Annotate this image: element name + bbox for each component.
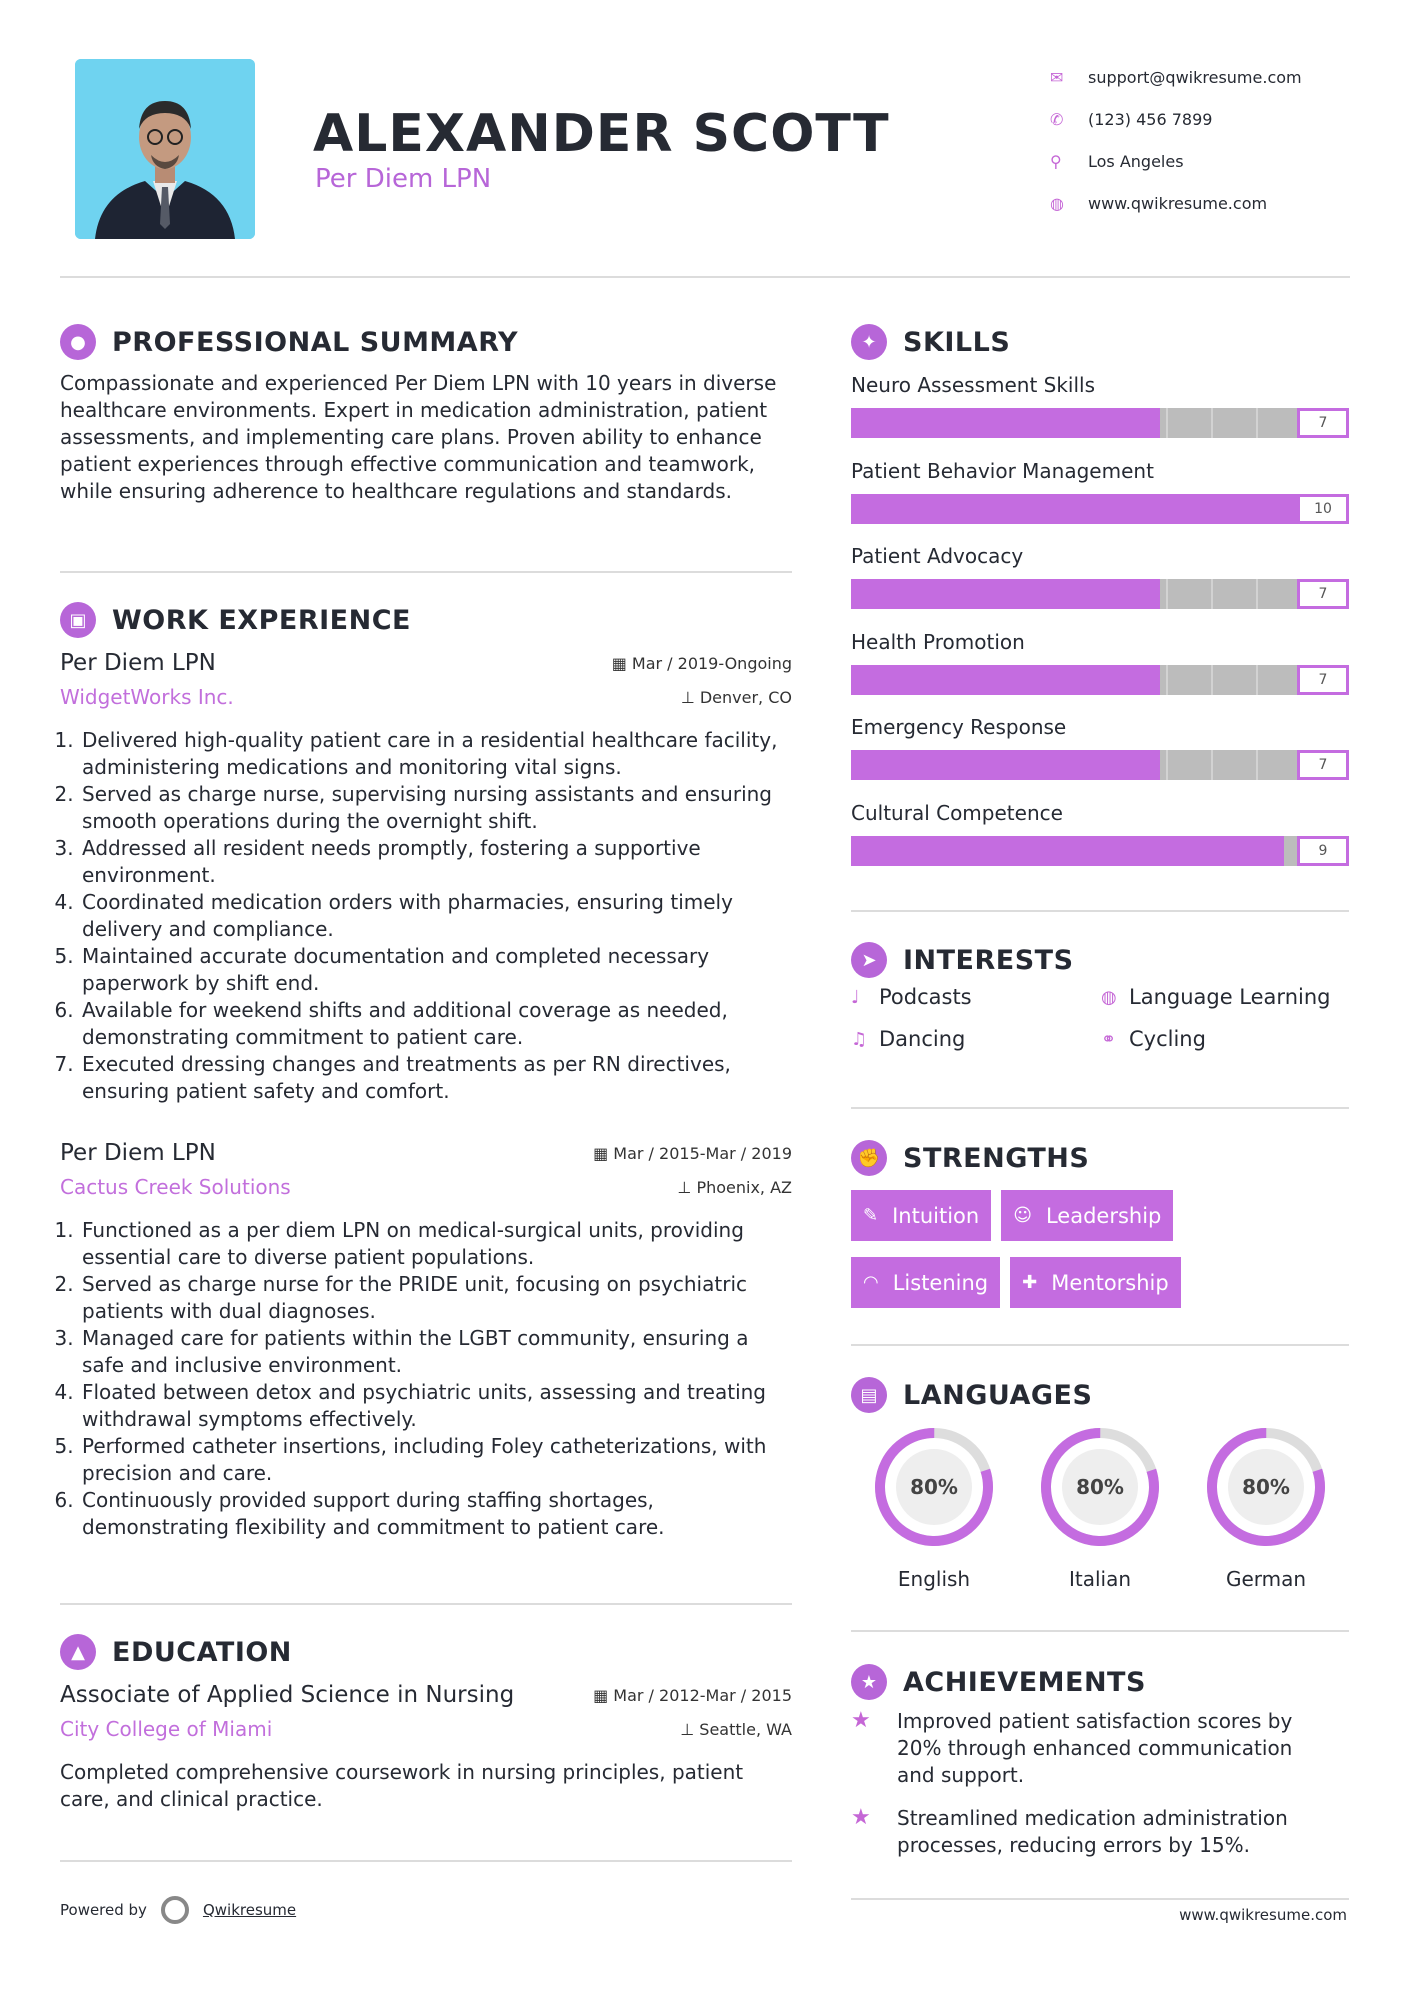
- candidate-title: Per Diem LPN: [315, 164, 492, 194]
- skill-level-value: 7: [1297, 750, 1349, 780]
- bar-segment: [1213, 665, 1258, 695]
- microphone-icon: ♩: [851, 986, 860, 1008]
- skills-heading: ✦ SKILLS: [851, 324, 1010, 360]
- divider: [851, 1107, 1349, 1109]
- skill-item: [851, 456, 1349, 542]
- achievements-heading: ★ ACHIEVEMENTS: [851, 1664, 1146, 1700]
- divider: [851, 910, 1349, 912]
- language-name: Italian: [1068, 1567, 1132, 1591]
- lightbulb-icon: ✦: [851, 324, 887, 360]
- duty-item: 6. Available for weekend shifts and additional coverage as needed, demonstrating commitment to patient care.: [80, 997, 792, 1051]
- languages-heading: ▤ LANGUAGES: [851, 1377, 1092, 1413]
- strength-badge: ◠ Listening: [851, 1257, 1000, 1308]
- job-company: WidgetWorks Inc.: [60, 685, 234, 709]
- skill-level-fill: [851, 408, 1160, 438]
- skill-level-fill: [851, 494, 1297, 524]
- pin-icon: ⊥: [680, 687, 700, 707]
- bar-segment: [1213, 750, 1258, 780]
- skill-name: Cultural Competence: [851, 800, 1063, 825]
- duty-item: 2. Served as charge nurse for the PRIDE unit, focusing on psychiatric patients with dual diagnoses.: [80, 1271, 792, 1325]
- education-entry: [60, 1679, 792, 1813]
- interest-item: ⚭ Cycling: [1101, 1027, 1206, 1051]
- job-location: ⊥ Denver, CO: [680, 687, 792, 707]
- duty-item: 5. Maintained accurate documentation and completed necessary paperwork by shift end.: [80, 943, 792, 997]
- job-location: ⊥ Phoenix, AZ: [677, 1177, 792, 1197]
- skill-name: Emergency Response: [851, 715, 1067, 739]
- skill-level-bar: [851, 665, 1349, 695]
- skill-name: Health Promotion: [851, 629, 1025, 654]
- language-name: English: [897, 1567, 971, 1591]
- divider: [851, 1630, 1349, 1632]
- contact-website[interactable]: ◍ www.qwikresume.com: [1050, 193, 1268, 213]
- job-role: Per Diem LPN: [60, 650, 216, 676]
- contact-location: ⚲ Los Angeles: [1050, 151, 1184, 171]
- language-progress-ring: [1038, 1425, 1162, 1549]
- summary-heading: ● PROFESSIONAL SUMMARY: [60, 324, 518, 360]
- brand-link[interactable]: Qwikresume: [202, 1901, 297, 1919]
- duty-item: 6. Continuously provided support during staffing shortages, demonstrating flexibility and commitment to patient care.: [80, 1487, 792, 1541]
- duty-item: 2. Served as charge nurse, supervising nursing assistants and ensuring smooth operations during the overnight shift.: [80, 781, 792, 835]
- contact-email[interactable]: ✉ support@qwikresume.com: [1050, 67, 1302, 87]
- education-heading: ▲ EDUCATION: [60, 1634, 292, 1670]
- bar-segment: [1168, 750, 1213, 780]
- divider: [60, 1603, 792, 1605]
- globe-icon: ◍: [1050, 193, 1064, 213]
- star-icon: ★: [851, 1805, 871, 1830]
- phone-icon: ✆: [1050, 109, 1064, 129]
- strength-badge: ☺ Leadership: [1001, 1190, 1173, 1241]
- skill-level-value: 7: [1297, 579, 1349, 609]
- bar-segment: [1168, 579, 1213, 609]
- skill-item: [851, 627, 1349, 713]
- calendar-icon: ▦: [593, 1685, 614, 1705]
- location-pin-icon: ⚲: [1050, 151, 1062, 171]
- bar-segment: [1168, 408, 1213, 438]
- language-item: [1183, 1425, 1349, 1591]
- school: City College of Miami: [60, 1717, 273, 1741]
- strength-badge: ✚ Mentorship: [1010, 1257, 1181, 1308]
- skill-level-value: 7: [1297, 408, 1349, 438]
- pin-icon: ⊥: [680, 1719, 700, 1739]
- languages-list: [851, 1425, 1349, 1591]
- strengths-heading: ✊ STRENGTHS: [851, 1140, 1089, 1176]
- add-user-icon: ✚: [1022, 1272, 1038, 1293]
- bar-segment: [1213, 579, 1258, 609]
- skill-level-fill: [851, 665, 1160, 695]
- skill-level-bar: [851, 579, 1349, 609]
- person-portrait-icon: [75, 59, 255, 239]
- degree: Associate of Applied Science in Nursing: [60, 1682, 515, 1708]
- fist-icon: ✊: [851, 1140, 887, 1176]
- education-dates: ▦ Mar / 2012-Mar / 2015: [593, 1685, 792, 1705]
- language-percent: 80%: [1076, 1475, 1124, 1499]
- divider: [60, 571, 792, 573]
- calendar-icon: ▦: [611, 653, 632, 673]
- skill-level-value: 10: [1297, 494, 1349, 524]
- job-entry: [60, 1137, 792, 1541]
- skill-name: Neuro Assessment Skills: [851, 373, 1096, 397]
- divider: [851, 1344, 1349, 1346]
- skill-level-value: 9: [1297, 836, 1349, 866]
- contact-phone[interactable]: ✆ (123) 456 7899: [1050, 109, 1213, 129]
- footer-powered: [60, 1896, 296, 1924]
- pin-icon: ⊥: [677, 1177, 697, 1197]
- bicycle-icon: ⚭: [1101, 1028, 1117, 1050]
- interest-item: ♫ Dancing: [851, 1027, 966, 1051]
- job-duties: [60, 727, 792, 1105]
- envelope-icon: ✉: [1050, 67, 1064, 87]
- duty-item: 4. Coordinated medication orders with pharmacies, ensuring timely delivery and compliance.: [80, 889, 792, 943]
- candidate-name: ALEXANDER SCOTT: [313, 104, 890, 164]
- language-percent: 80%: [910, 1475, 958, 1499]
- interest-item: ◍ Language Learning: [1101, 985, 1331, 1009]
- graduation-cap-icon: ▲: [60, 1634, 96, 1670]
- language-item: [1017, 1425, 1183, 1591]
- job-entry: [60, 647, 792, 1105]
- job-dates: ▦ Mar / 2015-Mar / 2019: [593, 1143, 792, 1163]
- education-description: Completed comprehensive coursework in nursing principles, patient care, and clinical practice.: [60, 1760, 744, 1811]
- duty-item: 1. Functioned as a per diem LPN on medical-surgical units, providing essential care to diverse patient populations.: [80, 1217, 792, 1271]
- globe-icon: ◍: [1101, 986, 1117, 1008]
- profile-photo: [75, 59, 255, 239]
- job-company: Cactus Creek Solutions: [60, 1175, 291, 1199]
- language-name: German: [1225, 1567, 1307, 1591]
- skill-level-bar: [851, 836, 1349, 866]
- strengths-list: [851, 1190, 1351, 1324]
- duty-item: 3. Managed care for patients within the LGBT community, ensuring a safe and inclusive environment.: [80, 1325, 792, 1379]
- star-badge-icon: ★: [851, 1664, 887, 1700]
- job-dates: ▦ Mar / 2019-Ongoing: [611, 653, 792, 673]
- contact-list: [1050, 56, 1380, 224]
- magic-wand-icon: ✎: [863, 1205, 879, 1226]
- achievement-item: ★ Streamlined medication administration processes, reducing errors by 15%.: [851, 1805, 1288, 1857]
- duty-item: 3. Addressed all resident needs promptly, fostering a supportive environment.: [80, 835, 792, 889]
- skill-item: [851, 798, 1349, 884]
- bar-segment: [1168, 665, 1213, 695]
- language-progress-ring: [1204, 1425, 1328, 1549]
- language-percent: 80%: [1242, 1475, 1290, 1499]
- interest-item: ♩ Podcasts: [851, 985, 972, 1009]
- achievements-list: [851, 1708, 1331, 1875]
- calendar-icon: ▦: [593, 1143, 614, 1163]
- skill-item: [851, 541, 1349, 627]
- interests-heading: ➤ INTERESTS: [851, 942, 1074, 978]
- header-divider: [60, 276, 1350, 278]
- powered-by-label: Powered by: [60, 1901, 147, 1919]
- skill-name: Patient Advocacy: [851, 544, 1024, 568]
- education-location: ⊥ Seattle, WA: [680, 1719, 792, 1739]
- skill-level-bar: [851, 494, 1349, 524]
- strength-badge: ✎ Intuition: [851, 1190, 991, 1241]
- headphones-icon: ◠: [863, 1272, 879, 1293]
- skill-level-bar: [851, 750, 1349, 780]
- briefcase-icon: ▣: [60, 602, 96, 638]
- skill-level-value: 7: [1297, 665, 1349, 695]
- divider: [851, 1898, 1349, 1900]
- divider: [60, 1860, 792, 1862]
- achievement-item: ★ Improved patient satisfaction scores by 20% through enhanced communication and support.: [851, 1708, 1293, 1787]
- duty-item: 5. Performed catheter insertions, including Foley catheterizations, with precision and care.: [80, 1433, 792, 1487]
- skill-name: Patient Behavior Management: [851, 458, 1154, 483]
- paper-plane-icon: ➤: [851, 942, 887, 978]
- interests-list: [851, 985, 1351, 1051]
- skill-level-fill: [851, 750, 1160, 780]
- qwikresume-logo-icon: [161, 1896, 189, 1924]
- duty-item: 4. Floated between detox and psychiatric units, assessing and treating withdrawal symptoms effectively.: [80, 1379, 792, 1433]
- footer-site-link[interactable]: www.qwikresume.com: [1179, 1906, 1347, 1924]
- language-progress-ring: [872, 1425, 996, 1549]
- music-note-icon: ♫: [851, 1028, 868, 1050]
- skill-level-bar: [851, 408, 1349, 438]
- group-icon: ☺: [1013, 1205, 1032, 1226]
- bar-segment: [1213, 408, 1258, 438]
- user-icon: ●: [60, 324, 96, 360]
- skill-item: [851, 712, 1349, 798]
- skill-level-fill: [851, 579, 1160, 609]
- language-icon: ▤: [851, 1377, 887, 1413]
- job-duties: [60, 1217, 792, 1541]
- summary-text: Compassionate and experienced Per Diem LPN with 10 years in diverse healthcare environments. Expert in medication administration, patient assessments, and implementing care plans. Proven ability to enhance patient experiences through effective communication and teamwork, while ensuring adherence to healthcare regulations and standards.: [60, 371, 777, 503]
- skills-list: [851, 370, 1349, 883]
- language-item: [851, 1425, 1017, 1591]
- skill-level-fill: [851, 836, 1284, 866]
- experience-heading: ▣ WORK EXPERIENCE: [60, 602, 411, 638]
- duty-item: 7. Executed dressing changes and treatments as per RN directives, ensuring patient safety and comfort.: [80, 1051, 792, 1105]
- star-icon: ★: [851, 1708, 871, 1733]
- duty-item: 1. Delivered high-quality patient care in a residential healthcare facility, administering medications and monitoring vital signs.: [80, 727, 792, 781]
- job-role: Per Diem LPN: [60, 1140, 216, 1166]
- skill-item: [851, 370, 1349, 456]
